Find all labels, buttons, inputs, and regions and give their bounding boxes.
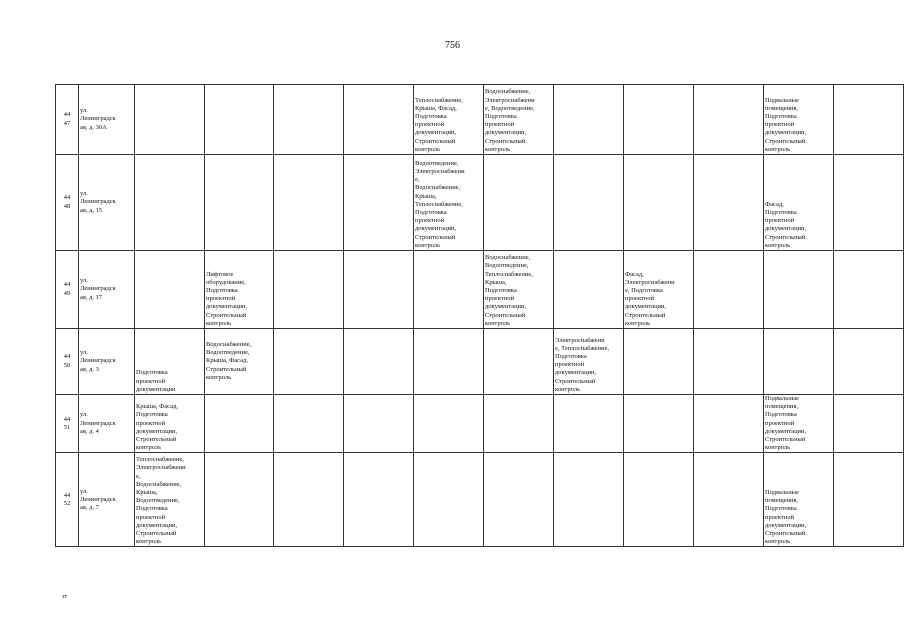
table-row <box>56 155 904 251</box>
work-type-cell: Водоснабжение, Водоотведение, Крыша, Фасад, Строительный контроль <box>205 329 274 395</box>
work-type-cell <box>205 155 274 251</box>
work-type-cell <box>414 251 484 329</box>
row-number-cell: 44 51 <box>56 395 79 453</box>
work-type-cell <box>834 453 904 547</box>
table-row <box>56 395 904 453</box>
address-cell: ул. Ленинградск ая, д. 3 <box>79 329 135 395</box>
work-type-cell: Водоотведение, Электроснабжени е, Водоснабжение, Крыша, Теплоснабжение, Подготовка проектной документации, Строительный контроль <box>414 155 484 251</box>
row-number-cell: 44 49 <box>56 251 79 329</box>
work-type-cell <box>554 85 624 155</box>
work-type-cell <box>484 329 554 395</box>
work-type-cell: Подготовка проектной документации <box>135 329 205 395</box>
work-type-cell <box>205 85 274 155</box>
work-type-cell <box>344 453 414 547</box>
address-cell: ул. Ленинградск ая, д. 17 <box>79 251 135 329</box>
table-row <box>56 453 904 547</box>
work-type-cell: Фасад, Подготовка проектной документации, Строительный контроль <box>764 155 834 251</box>
work-type-cell <box>344 395 414 453</box>
work-type-cell <box>274 251 344 329</box>
work-type-cell <box>554 395 624 453</box>
work-type-cell <box>344 85 414 155</box>
work-type-cell <box>554 251 624 329</box>
work-type-cell <box>205 453 274 547</box>
work-type-cell <box>274 329 344 395</box>
address-cell: ул. Ленинградск ая, д. 15 <box>79 155 135 251</box>
page-number: 756 <box>445 40 460 51</box>
work-type-cell <box>205 395 274 453</box>
work-type-cell: Подвальные помещения, Подготовка проектной документации, Строительный контроль <box>764 395 834 453</box>
work-type-cell <box>344 155 414 251</box>
work-type-cell <box>484 155 554 251</box>
row-number-cell: 44 48 <box>56 155 79 251</box>
work-type-cell <box>764 251 834 329</box>
work-type-cell <box>694 329 764 395</box>
work-type-cell <box>274 85 344 155</box>
capital-repair-schedule-table <box>55 84 904 547</box>
footer-mark: зт <box>62 594 67 600</box>
work-type-cell <box>834 329 904 395</box>
work-type-cell <box>484 453 554 547</box>
work-type-cell <box>135 85 205 155</box>
work-type-cell <box>694 85 764 155</box>
address-cell: ул. Ленинградск ая, д. 30А <box>79 85 135 155</box>
work-type-cell <box>624 155 694 251</box>
work-type-cell <box>414 329 484 395</box>
work-type-cell <box>274 453 344 547</box>
work-type-cell <box>344 329 414 395</box>
work-type-cell <box>274 395 344 453</box>
work-type-cell: Фасад, Электроснабжени е, Подготовка проектной документации, Строительный контроль <box>624 251 694 329</box>
address-cell: ул. Ленинградск ая, д. 4 <box>79 395 135 453</box>
work-type-cell <box>694 395 764 453</box>
work-type-cell <box>624 329 694 395</box>
work-type-cell: Водоснабжение, Водоотведение, Теплоснабжение, Крыша, Подготовка проектной документации, Строительный контроль <box>484 251 554 329</box>
work-type-cell <box>414 395 484 453</box>
work-type-cell <box>554 155 624 251</box>
table-row <box>56 85 904 155</box>
row-number-cell: 44 52 <box>56 453 79 547</box>
work-type-cell: Водоснабжение, Электроснабжени е, Водоотведение, Подготовка проектной документации, Строительный контроль <box>484 85 554 155</box>
work-type-cell <box>624 453 694 547</box>
address-cell: ул. Ленинградск ая, д. 7 <box>79 453 135 547</box>
work-type-cell <box>484 395 554 453</box>
work-type-cell <box>554 453 624 547</box>
work-type-cell <box>834 395 904 453</box>
work-type-cell <box>135 251 205 329</box>
work-type-cell <box>694 251 764 329</box>
row-number-cell: 44 50 <box>56 329 79 395</box>
work-type-cell: Крыша, Фасад, Подготовка проектной документации, Строительный контроль <box>135 395 205 453</box>
work-type-cell <box>414 453 484 547</box>
work-type-cell <box>694 453 764 547</box>
work-type-cell <box>694 155 764 251</box>
table-row <box>56 251 904 329</box>
work-type-cell <box>834 251 904 329</box>
table-row <box>56 329 904 395</box>
work-type-cell <box>344 251 414 329</box>
work-type-cell: Лифтовое оборудование, Подготовка проектной документации, Строительный контроль <box>205 251 274 329</box>
work-type-cell <box>274 155 344 251</box>
work-type-cell: Подвальные помещения, Подготовка проектной документации, Строительный контроль <box>764 453 834 547</box>
work-type-cell: Подвальные помещения, Подготовка проектной документации, Строительный контроль <box>764 85 834 155</box>
work-type-cell: Теплоснабжение, Электроснабжени е, Водоснабжение, Крыша, Водоотведение, Подготовка проектной документации, Строительный контроль <box>135 453 205 547</box>
work-type-cell <box>624 85 694 155</box>
work-type-cell <box>764 329 834 395</box>
work-type-cell <box>624 395 694 453</box>
work-type-cell <box>135 155 205 251</box>
table-body <box>56 85 904 547</box>
work-type-cell <box>834 85 904 155</box>
work-type-cell <box>834 155 904 251</box>
work-type-cell: Электроснабжени е, Теплоснабжение, Подготовка проектной документации, Строительный контроль <box>554 329 624 395</box>
row-number-cell: 44 47 <box>56 85 79 155</box>
work-type-cell: Теплоснабжение, Крыша, Фасад, Подготовка проектной документации, Строительный контроль <box>414 85 484 155</box>
